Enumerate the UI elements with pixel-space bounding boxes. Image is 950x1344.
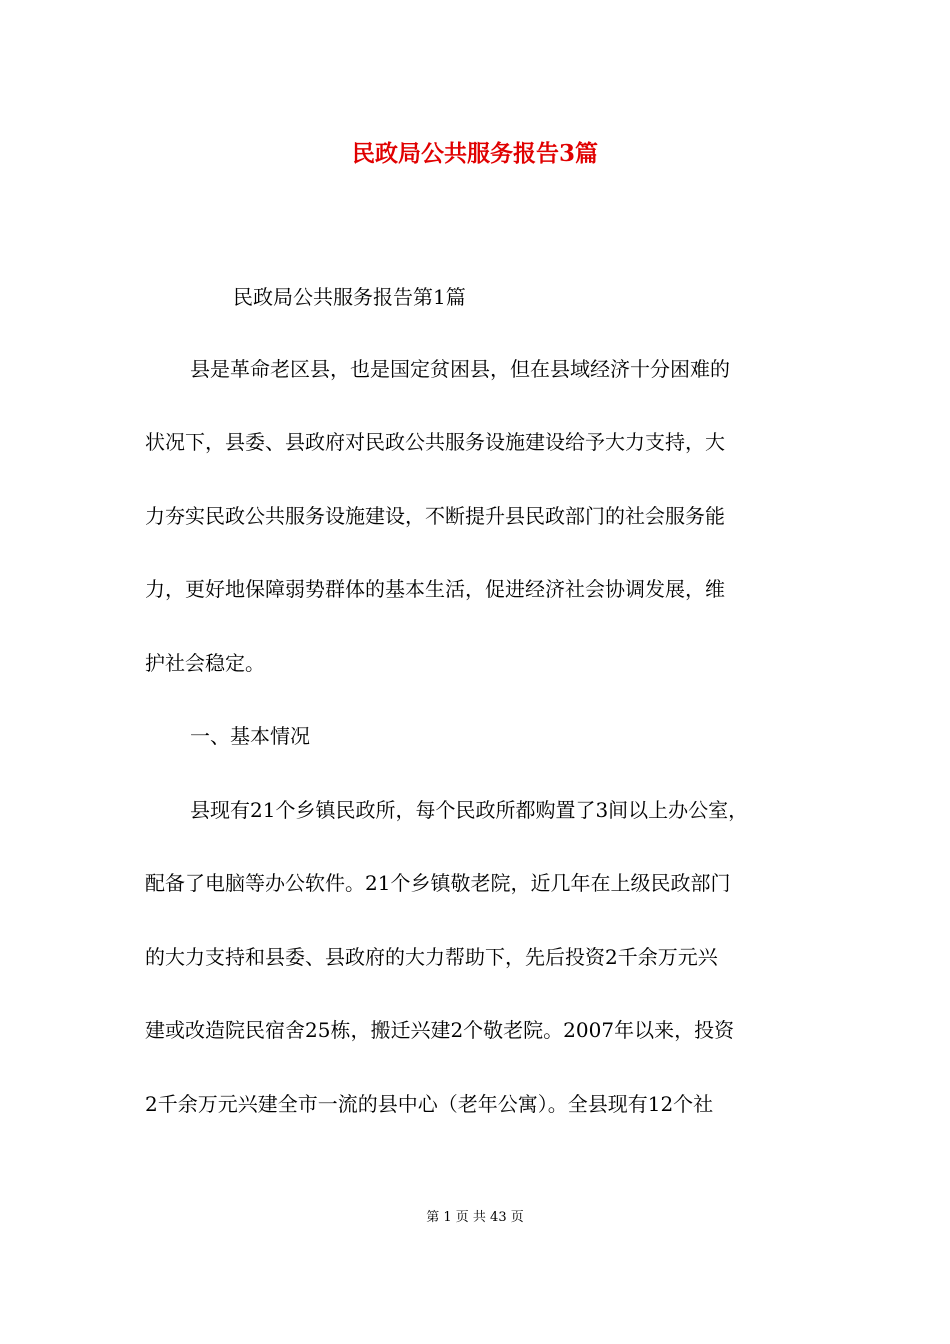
section-subtitle: 民政局公共服务报告第1篇 [233,285,466,309]
paragraph-1-line-2: 状况下，县委、县政府对民政公共服务设施建设给予大力支持，大 [145,430,725,454]
paragraph-1-line-1: 县是革命老区县，也是国定贫困县，但在县域经济十分困难的 [190,357,730,381]
page-number-footer: 第 1 页 共 43 页 [426,1210,524,1225]
paragraph-2-line-2: 配备了电脑等办公软件。21个乡镇敬老院，近几年在上级民政部门 [145,871,731,895]
section-heading: 一、基本情况 [190,724,310,748]
paragraph-1-line-4: 力，更好地保障弱势群体的基本生活，促进经济社会协调发展，维 [145,577,725,601]
document-title: 民政局公共服务报告3篇 [351,140,598,167]
paragraph-2-line-5: 2千余万元兴建全市一流的县中心（老年公寓）。全县现有12个社 [145,1092,714,1116]
paragraph-1-line-5: 护社会稳定。 [145,651,265,675]
paragraph-2-line-4: 建或改造院民宿舍25栋，搬迁兴建2个敬老院。2007年以来，投资 [145,1018,735,1042]
paragraph-2-line-3: 的大力支持和县委、县政府的大力帮助下，先后投资2千余万元兴 [145,945,718,969]
paragraph-1-line-3: 力夯实民政公共服务设施建设，不断提升县民政部门的社会服务能 [145,504,725,528]
paragraph-2-line-1: 县现有21个乡镇民政所，每个民政所都购置了3间以上办公室， [190,798,749,822]
